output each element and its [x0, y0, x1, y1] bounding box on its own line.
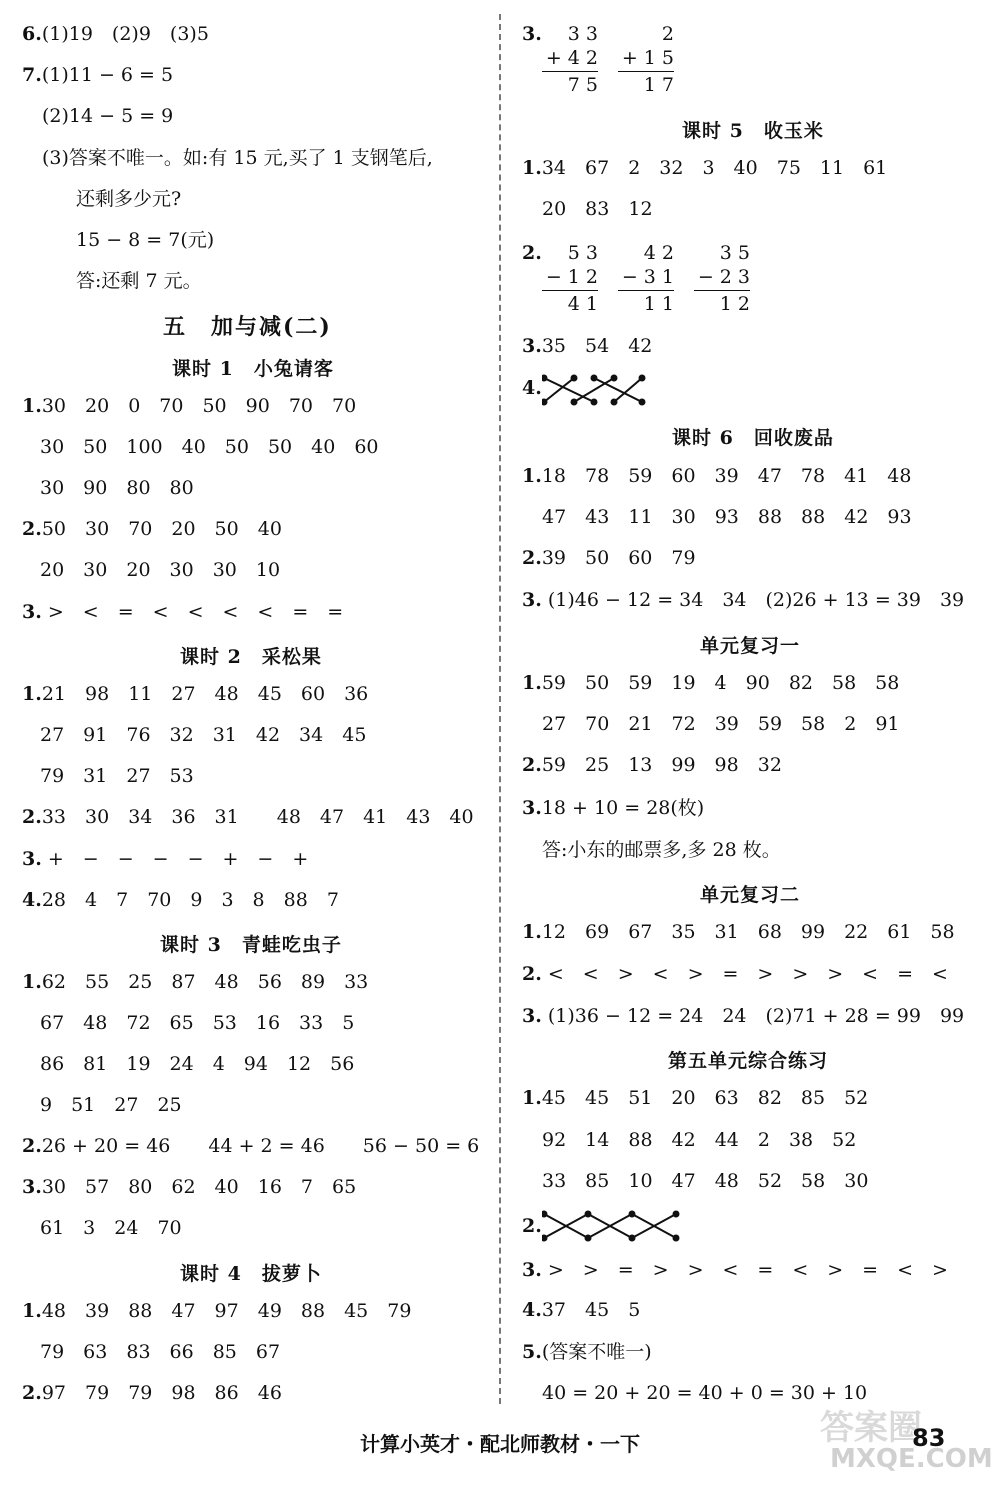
- answer-line: 92 14 88 42 44 2 38 52: [542, 1129, 857, 1151]
- unit-title: 五 加与减(二): [163, 314, 332, 340]
- answer-line: 20 30 20 30 30 10: [40, 559, 281, 581]
- answer-line: 27 70 21 72 39 59 58 2 91: [542, 713, 900, 735]
- answer-line: 3.35 54 42: [522, 335, 653, 357]
- lesson-title: 第五单元综合练习: [668, 1050, 829, 1072]
- watermark-url: MXQE.COM: [830, 1444, 993, 1474]
- column-divider: [499, 14, 501, 1404]
- answer-line: 15 − 8 = 7(元): [76, 229, 215, 251]
- vertical-calc: 3 3 + 4 2 7 5: [542, 22, 598, 97]
- answer-line: 2.26 + 20 = 46 44 + 2 = 46 56 − 50 = 6: [22, 1135, 480, 1157]
- vertical-calc: 3 5 − 2 3 1 2: [694, 241, 750, 316]
- watermark-logo: 答案圈: [820, 1408, 922, 1448]
- lesson-title: 课时 5 收玉米: [682, 120, 824, 142]
- answer-line: 1.12 69 67 35 31 68 99 22 61 58: [522, 921, 955, 943]
- vertical-calc: 4 2 − 3 1 1 1: [618, 241, 674, 316]
- answer-line: 6.(1)19 (2)9 (3)5: [22, 23, 209, 45]
- lesson-title: 课时 1 小兔请客: [172, 358, 334, 380]
- answer-line: 27 91 76 32 31 42 34 45: [40, 724, 367, 746]
- answer-line: 9 51 27 25: [40, 1094, 182, 1116]
- answer-line: 20 83 12: [542, 198, 653, 220]
- answer-line: 3.18 + 10 = 28(枚): [522, 797, 705, 819]
- question-number: 4.: [522, 377, 542, 399]
- answer-line: 30 50 100 40 50 50 40 60: [40, 436, 379, 458]
- lesson-title: 单元复习一: [700, 635, 801, 657]
- lesson-title: 课时 6 回收废品: [672, 427, 834, 449]
- lesson-title: 单元复习二: [700, 884, 801, 906]
- answer-line: 3. (1)46 − 12 = 34 34 (2)26 + 13 = 39 39: [522, 589, 965, 611]
- answer-line: 7.(1)11 − 6 = 5: [22, 64, 174, 86]
- question-number: 2.: [522, 242, 542, 264]
- answer-line: 3. + − − − − + − +: [22, 848, 309, 870]
- answer-line: 答:还剩 7 元。: [76, 270, 202, 292]
- answer-line: 1.30 20 0 70 50 90 70 70: [22, 395, 357, 417]
- answer-line: 2.50 30 70 20 50 40: [22, 518, 282, 540]
- answer-line: 2.59 25 13 99 98 32: [522, 754, 782, 776]
- answer-line: 1.48 39 88 47 97 49 88 45 79: [22, 1300, 412, 1322]
- answer-line: 1.34 67 2 32 3 40 75 11 61: [522, 157, 888, 179]
- answer-line: 1.45 45 51 20 63 82 85 52: [522, 1087, 869, 1109]
- question-number: 2.: [522, 1215, 542, 1237]
- answer-line: 答:小东的邮票多,多 28 枚。: [542, 839, 781, 861]
- answer-line: 79 31 27 53: [40, 765, 194, 787]
- answer-line: 4.37 45 5: [522, 1299, 641, 1321]
- answer-line: 4.28 4 7 70 9 3 8 88 7: [22, 889, 339, 911]
- question-number: 3.: [522, 23, 542, 45]
- answer-line: 1.21 98 11 27 48 45 60 36: [22, 683, 369, 705]
- answer-line: 1.62 55 25 87 48 56 89 33: [22, 971, 369, 993]
- answer-line: 1.18 78 59 60 39 47 78 41 48: [522, 465, 912, 487]
- answer-line: 3. (1)36 − 12 = 24 24 (2)71 + 28 = 99 99: [522, 1005, 965, 1027]
- answer-line: 79 63 83 66 85 67: [40, 1341, 281, 1363]
- answer-line: 3. > < = < < < < = =: [22, 601, 344, 623]
- answer-line: 2.39 50 60 79: [522, 547, 696, 569]
- answer-line: 2.33 30 34 36 31 48 47 41 43 40: [22, 806, 474, 828]
- vertical-calc: 5 3 − 1 2 4 1: [542, 241, 598, 316]
- answer-line: 86 81 19 24 4 94 12 56: [40, 1053, 355, 1075]
- lesson-title: 课时 2 采松果: [180, 646, 322, 668]
- matching-lines: [542, 1210, 682, 1242]
- answer-line: 67 48 72 65 53 16 33 5: [40, 1012, 355, 1034]
- answer-line: 61 3 24 70: [40, 1217, 182, 1239]
- matching-lines: [542, 374, 652, 406]
- answer-line: 3.30 57 80 62 40 16 7 65: [22, 1176, 357, 1198]
- answer-line: 47 43 11 30 93 88 88 42 93: [542, 506, 912, 528]
- answer-line: 5.(答案不唯一): [522, 1341, 652, 1363]
- answer-line: 1.59 50 59 19 4 90 82 58 58: [522, 672, 900, 694]
- lesson-title: 课时 4 拔萝卜: [180, 1263, 322, 1285]
- answer-line: 30 90 80 80: [40, 477, 194, 499]
- answer-line: 2. < < > < > = > > > < = <: [522, 963, 948, 985]
- answer-line: 2.97 79 79 98 86 46: [22, 1382, 282, 1404]
- answer-line: 33 85 10 47 48 52 58 30: [542, 1170, 869, 1192]
- page-footer: 计算小英才・配北师教材・一下: [360, 1432, 640, 1456]
- answer-line: 40 = 20 + 20 = 40 + 0 = 30 + 10: [542, 1382, 868, 1404]
- answer-line: 3. > > = > > < = < > = < >: [522, 1259, 948, 1281]
- lesson-title: 课时 3 青蛙吃虫子: [160, 934, 342, 956]
- answer-line: 还剩多少元?: [76, 188, 182, 210]
- vertical-calc: 2 + 1 5 1 7: [618, 22, 674, 97]
- answer-line: (2)14 − 5 = 9: [42, 105, 174, 127]
- answer-line: (3)答案不唯一。如:有 15 元,买了 1 支钢笔后,: [42, 147, 433, 169]
- page-number: 83: [912, 1424, 946, 1452]
